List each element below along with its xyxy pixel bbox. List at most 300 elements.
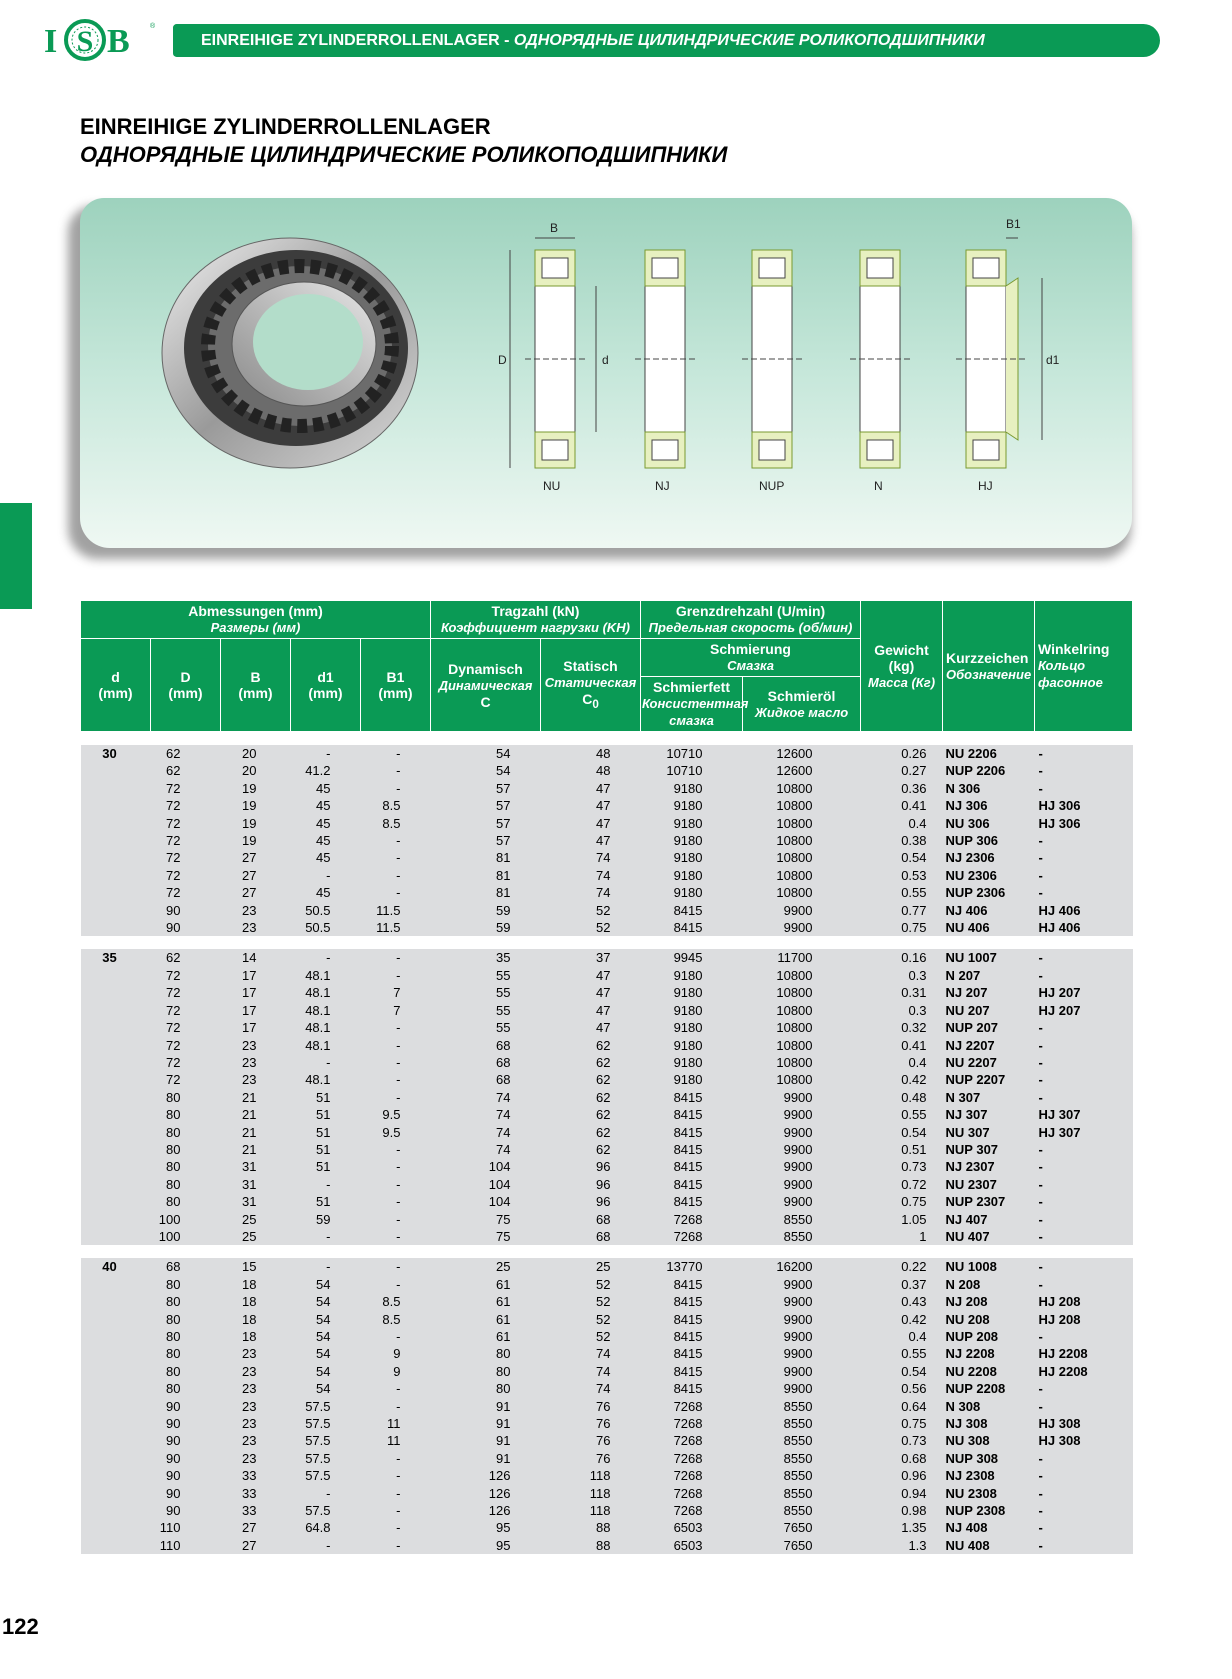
table-cell: 23 bbox=[221, 919, 291, 936]
type-label-nup: NUP bbox=[759, 479, 785, 493]
title-russian: ОДНОРЯДНЫЕ ЦИЛИНДРИЧЕСКИЕ РОЛИКОПОДШИПНИКИ bbox=[80, 142, 728, 167]
table-cell: 11700 bbox=[743, 949, 861, 966]
page-title bbox=[80, 113, 727, 169]
table-cell: 7268 bbox=[641, 1211, 743, 1228]
table-cell: 23 bbox=[221, 1345, 291, 1362]
table-cell: 72 bbox=[151, 884, 221, 901]
table-cell: - bbox=[361, 849, 431, 866]
table-row bbox=[81, 1537, 1133, 1554]
table-cell: 0.41 bbox=[861, 1037, 943, 1054]
table-cell: 9180 bbox=[641, 1071, 743, 1088]
table-cell: 0.53 bbox=[861, 867, 943, 884]
header-angle-ring: Winkelring Кольцо фасонное bbox=[1035, 601, 1133, 732]
table-cell: - bbox=[361, 1380, 431, 1397]
table-cell: NU 408 bbox=[943, 1537, 1035, 1554]
table-cell: 54 bbox=[291, 1328, 361, 1345]
cell-bore-d: 40 bbox=[81, 1258, 151, 1275]
table-cell: 74 bbox=[431, 1089, 541, 1106]
table-cell: NU 2208 bbox=[943, 1363, 1035, 1380]
table-cell: 81 bbox=[431, 867, 541, 884]
table-cell: 110 bbox=[151, 1537, 221, 1554]
table-cell: 23 bbox=[221, 1415, 291, 1432]
table-cell: 9180 bbox=[641, 967, 743, 984]
table-row bbox=[81, 797, 1133, 814]
table-cell: HJ 306 bbox=[1035, 815, 1133, 832]
table-cell: 57 bbox=[431, 780, 541, 797]
table-row bbox=[81, 1276, 1133, 1293]
cell-bore-d bbox=[81, 1380, 151, 1397]
table-cell: NJ 2308 bbox=[943, 1467, 1035, 1484]
table-cell: HJ 2208 bbox=[1035, 1363, 1133, 1380]
table-cell: 41.2 bbox=[291, 762, 361, 779]
header-static: Statisch Статическая $C_0$ bbox=[541, 639, 641, 732]
table-cell: 52 bbox=[541, 1276, 641, 1293]
table-cell: 10800 bbox=[743, 815, 861, 832]
section-nup bbox=[742, 250, 802, 468]
table-cell: - bbox=[1035, 832, 1133, 849]
table-cell: 54 bbox=[291, 1276, 361, 1293]
cell-bore-d bbox=[81, 1467, 151, 1484]
table-row bbox=[81, 1089, 1133, 1106]
cell-bore-d bbox=[81, 1450, 151, 1467]
header-col-outer-d: D (mm) bbox=[151, 639, 221, 732]
table-cell: 51 bbox=[291, 1158, 361, 1175]
table-cell: 10710 bbox=[641, 745, 743, 762]
table-cell: - bbox=[361, 1071, 431, 1088]
table-cell: 37 bbox=[541, 949, 641, 966]
table-cell: 81 bbox=[431, 884, 541, 901]
table-cell: 7650 bbox=[743, 1519, 861, 1536]
table-cell: - bbox=[361, 745, 431, 762]
header-col-d1: d1 (mm) bbox=[291, 639, 361, 732]
table-cell: 18 bbox=[221, 1276, 291, 1293]
table-cell: - bbox=[1035, 762, 1133, 779]
table-cell: - bbox=[361, 949, 431, 966]
table-row bbox=[81, 1228, 1133, 1245]
table-row bbox=[81, 1258, 1133, 1275]
table-cell: 27 bbox=[221, 867, 291, 884]
table-cell: - bbox=[361, 1276, 431, 1293]
table-row bbox=[81, 849, 1133, 866]
table-cell: 10800 bbox=[743, 967, 861, 984]
table-row bbox=[81, 1311, 1133, 1328]
table-cell: 95 bbox=[431, 1537, 541, 1554]
table-cell: 21 bbox=[221, 1106, 291, 1123]
cell-bore-d bbox=[81, 1106, 151, 1123]
table-cell: 62 bbox=[541, 1037, 641, 1054]
table-cell: 75 bbox=[431, 1228, 541, 1245]
table-cell: HJ 308 bbox=[1035, 1415, 1133, 1432]
table-cell: - bbox=[1035, 1328, 1133, 1345]
table-cell: 6503 bbox=[641, 1537, 743, 1554]
cell-bore-d bbox=[81, 1193, 151, 1210]
table-cell: NU 208 bbox=[943, 1311, 1035, 1328]
table-cell: 0.26 bbox=[861, 745, 943, 762]
table-cell: 68 bbox=[431, 1071, 541, 1088]
table-cell: 8415 bbox=[641, 1380, 743, 1397]
table-cell: 80 bbox=[151, 1363, 221, 1380]
table-cell: 68 bbox=[431, 1037, 541, 1054]
table-cell: - bbox=[1035, 1276, 1133, 1293]
table-cell: - bbox=[291, 1054, 361, 1071]
table-cell: 80 bbox=[151, 1106, 221, 1123]
table-cell: - bbox=[291, 1228, 361, 1245]
table-row bbox=[81, 884, 1133, 901]
table-cell: 126 bbox=[431, 1502, 541, 1519]
type-label-hj: HJ bbox=[978, 479, 993, 493]
table-cell: N 307 bbox=[943, 1089, 1035, 1106]
table-cell: 90 bbox=[151, 1398, 221, 1415]
cell-bore-d bbox=[81, 815, 151, 832]
header-weight: Gewicht (kg) Масса (Кг) bbox=[861, 601, 943, 732]
table-cell: 1.35 bbox=[861, 1519, 943, 1536]
table-cell: 80 bbox=[151, 1293, 221, 1310]
header-speed-limit: Grenzdrehzahl (U/min) Предельная скорость (об/мин) bbox=[641, 601, 861, 639]
table-cell: 0.55 bbox=[861, 1106, 943, 1123]
table-cell: 20 bbox=[221, 762, 291, 779]
table-cell: 57 bbox=[431, 832, 541, 849]
section-nu bbox=[510, 238, 596, 468]
table-cell: 52 bbox=[541, 1311, 641, 1328]
table-row bbox=[81, 1019, 1133, 1036]
cell-bore-d bbox=[81, 1176, 151, 1193]
table-cell: 25 bbox=[221, 1211, 291, 1228]
table-cell: 18 bbox=[221, 1293, 291, 1310]
table-cell: - bbox=[291, 949, 361, 966]
table-cell: 9180 bbox=[641, 867, 743, 884]
table-cell: 8415 bbox=[641, 902, 743, 919]
table-cell: 1.3 bbox=[861, 1537, 943, 1554]
cell-bore-d bbox=[81, 1037, 151, 1054]
table-cell: 9180 bbox=[641, 1002, 743, 1019]
table-cell: NU 2206 bbox=[943, 745, 1035, 762]
table-cell: 0.42 bbox=[861, 1311, 943, 1328]
table-cell: 45 bbox=[291, 797, 361, 814]
table-cell: 10800 bbox=[743, 1054, 861, 1071]
table-cell: - bbox=[1035, 780, 1133, 797]
cell-bore-d bbox=[81, 1537, 151, 1554]
table-cell: 74 bbox=[541, 1363, 641, 1380]
table-row bbox=[81, 1415, 1133, 1432]
table-cell: 59 bbox=[291, 1211, 361, 1228]
table-row bbox=[81, 815, 1133, 832]
table-cell: - bbox=[361, 1537, 431, 1554]
table-cell: - bbox=[361, 1054, 431, 1071]
table-cell: N 308 bbox=[943, 1398, 1035, 1415]
table-cell: 8415 bbox=[641, 1106, 743, 1123]
table-cell: 9900 bbox=[743, 1311, 861, 1328]
table-cell: 50.5 bbox=[291, 919, 361, 936]
table-cell: 9180 bbox=[641, 984, 743, 1001]
table-cell: 8415 bbox=[641, 1293, 743, 1310]
table-cell: 9180 bbox=[641, 832, 743, 849]
table-cell: 27 bbox=[221, 1537, 291, 1554]
table-cell: 48 bbox=[541, 762, 641, 779]
bearing-illustration bbox=[80, 198, 1132, 548]
table-cell: 18 bbox=[221, 1328, 291, 1345]
table-cell: - bbox=[1035, 1193, 1133, 1210]
table-cell: - bbox=[361, 1193, 431, 1210]
table-cell: 8550 bbox=[743, 1450, 861, 1467]
table-cell: 10800 bbox=[743, 1002, 861, 1019]
table-cell: 31 bbox=[221, 1193, 291, 1210]
cell-bore-d bbox=[81, 1071, 151, 1088]
table-cell: HJ 406 bbox=[1035, 919, 1133, 936]
table-cell: 51 bbox=[291, 1124, 361, 1141]
table-cell: 9180 bbox=[641, 780, 743, 797]
table-cell: 104 bbox=[431, 1158, 541, 1175]
table-cell: 81 bbox=[431, 849, 541, 866]
table-cell: 7268 bbox=[641, 1228, 743, 1245]
type-label-n: N bbox=[874, 479, 883, 493]
table-cell: NJ 406 bbox=[943, 902, 1035, 919]
table-cell: 9 bbox=[361, 1345, 431, 1362]
table-cell: 47 bbox=[541, 832, 641, 849]
cell-bore-d bbox=[81, 1311, 151, 1328]
table-cell: - bbox=[1035, 745, 1133, 762]
table-cell: 9 bbox=[361, 1363, 431, 1380]
table-cell: 54 bbox=[291, 1363, 361, 1380]
table-row bbox=[81, 1380, 1133, 1397]
table-cell: N 208 bbox=[943, 1276, 1035, 1293]
cell-bore-d: 35 bbox=[81, 949, 151, 966]
table-row bbox=[81, 1211, 1133, 1228]
cell-bore-d bbox=[81, 797, 151, 814]
table-cell: 0.73 bbox=[861, 1432, 943, 1449]
table-cell: 18 bbox=[221, 1311, 291, 1328]
table-cell: 55 bbox=[431, 984, 541, 1001]
table-cell: 17 bbox=[221, 984, 291, 1001]
table-cell: - bbox=[361, 762, 431, 779]
bearing-photo bbox=[162, 238, 418, 468]
table-cell: 35 bbox=[431, 949, 541, 966]
table-cell: 55 bbox=[431, 967, 541, 984]
table-cell: 17 bbox=[221, 1002, 291, 1019]
table-cell: 9900 bbox=[743, 1380, 861, 1397]
header-col-b1: B1 (mm) bbox=[361, 639, 431, 732]
cell-bore-d bbox=[81, 1519, 151, 1536]
table-cell: 61 bbox=[431, 1293, 541, 1310]
table-cell: 33 bbox=[221, 1502, 291, 1519]
table-cell: 62 bbox=[541, 1054, 641, 1071]
table-cell: 23 bbox=[221, 1363, 291, 1380]
table-cell: 72 bbox=[151, 815, 221, 832]
table-cell: 72 bbox=[151, 797, 221, 814]
table-row bbox=[81, 1293, 1133, 1310]
table-cell: 17 bbox=[221, 967, 291, 984]
table-cell: 23 bbox=[221, 1071, 291, 1088]
svg-text:B: B bbox=[107, 23, 130, 60]
table-cell: 90 bbox=[151, 1432, 221, 1449]
table-cell: 10800 bbox=[743, 797, 861, 814]
table-cell: 68 bbox=[541, 1228, 641, 1245]
table-cell: 8415 bbox=[641, 1363, 743, 1380]
table-cell: 52 bbox=[541, 1328, 641, 1345]
table-cell: 75 bbox=[431, 1211, 541, 1228]
table-cell: 62 bbox=[151, 949, 221, 966]
table-cell: 91 bbox=[431, 1432, 541, 1449]
table-cell: 0.22 bbox=[861, 1258, 943, 1275]
section-banner bbox=[173, 24, 1160, 57]
table-cell: - bbox=[361, 1519, 431, 1536]
section-n bbox=[850, 250, 910, 468]
table-cell: - bbox=[1035, 1158, 1133, 1175]
table-cell: 8415 bbox=[641, 1158, 743, 1175]
table-cell: 8415 bbox=[641, 1276, 743, 1293]
table-cell: 90 bbox=[151, 1467, 221, 1484]
table-cell: HJ 2208 bbox=[1035, 1345, 1133, 1362]
table-cell: 0.54 bbox=[861, 849, 943, 866]
cell-bore-d bbox=[81, 1158, 151, 1175]
bearing-table bbox=[80, 600, 1132, 1554]
table-cell: 9900 bbox=[743, 1089, 861, 1106]
table-cell: - bbox=[291, 1537, 361, 1554]
table-cell: 0.38 bbox=[861, 832, 943, 849]
table-cell: 90 bbox=[151, 1502, 221, 1519]
table-cell: 57.5 bbox=[291, 1450, 361, 1467]
table-cell: 72 bbox=[151, 832, 221, 849]
table-row bbox=[81, 762, 1133, 779]
table-cell: 57.5 bbox=[291, 1415, 361, 1432]
table-cell: 90 bbox=[151, 1450, 221, 1467]
table-cell: 11.5 bbox=[361, 919, 431, 936]
table-row bbox=[81, 1106, 1133, 1123]
table-cell: 90 bbox=[151, 1485, 221, 1502]
table-cell: - bbox=[291, 1258, 361, 1275]
table-cell: 74 bbox=[541, 867, 641, 884]
header-col-b: B (mm) bbox=[221, 639, 291, 732]
table-row bbox=[81, 967, 1133, 984]
table-cell: 16200 bbox=[743, 1258, 861, 1275]
header-col-d: d (mm) bbox=[81, 639, 151, 732]
table-cell: - bbox=[291, 1485, 361, 1502]
table-cell: 9180 bbox=[641, 1054, 743, 1071]
table-cell: 91 bbox=[431, 1415, 541, 1432]
table-cell: 45 bbox=[291, 815, 361, 832]
table-cell: - bbox=[361, 1398, 431, 1415]
table-cell: 0.55 bbox=[861, 884, 943, 901]
table-cell: 0.4 bbox=[861, 815, 943, 832]
table-row bbox=[81, 949, 1133, 966]
table-cell: NJ 2207 bbox=[943, 1037, 1035, 1054]
title-german: EINREIHIGE ZYLINDERROLLENLAGER bbox=[80, 114, 491, 139]
table-cell: 25 bbox=[541, 1258, 641, 1275]
table-row bbox=[81, 1485, 1133, 1502]
table-cell: 72 bbox=[151, 1019, 221, 1036]
table-cell: - bbox=[361, 1141, 431, 1158]
table-cell: 88 bbox=[541, 1537, 641, 1554]
table-cell: NJ 2307 bbox=[943, 1158, 1035, 1175]
table-row bbox=[81, 984, 1133, 1001]
table-cell: 8550 bbox=[743, 1228, 861, 1245]
table-cell: 9900 bbox=[743, 919, 861, 936]
table-cell: - bbox=[1035, 1380, 1133, 1397]
cell-bore-d bbox=[81, 1432, 151, 1449]
table-cell: - bbox=[361, 1450, 431, 1467]
table-cell: 80 bbox=[431, 1345, 541, 1362]
table-cell: - bbox=[1035, 1519, 1133, 1536]
table-cell: - bbox=[361, 832, 431, 849]
table-cell: 62 bbox=[541, 1141, 641, 1158]
table-cell: 17 bbox=[221, 1019, 291, 1036]
table-cell: 0.41 bbox=[861, 797, 943, 814]
table-cell: 80 bbox=[151, 1158, 221, 1175]
table-cell: NUP 208 bbox=[943, 1328, 1035, 1345]
table-row bbox=[81, 1519, 1133, 1536]
table-cell: 0.75 bbox=[861, 1193, 943, 1210]
section-nj bbox=[635, 250, 695, 468]
table-cell: - bbox=[1035, 1467, 1133, 1484]
table-cell: 0.55 bbox=[861, 1345, 943, 1362]
table-cell: 95 bbox=[431, 1519, 541, 1536]
table-cell: 7268 bbox=[641, 1415, 743, 1432]
table-cell: 9900 bbox=[743, 1124, 861, 1141]
table-cell: 25 bbox=[431, 1258, 541, 1275]
table-cell: 72 bbox=[151, 1037, 221, 1054]
table-cell: 19 bbox=[221, 832, 291, 849]
table-cell: NU 1007 bbox=[943, 949, 1035, 966]
table-cell: 23 bbox=[221, 1450, 291, 1467]
table-cell: 110 bbox=[151, 1519, 221, 1536]
table-cell: 90 bbox=[151, 919, 221, 936]
table-cell: 9180 bbox=[641, 1019, 743, 1036]
table-cell: 80 bbox=[151, 1380, 221, 1397]
table-cell: 31 bbox=[221, 1176, 291, 1193]
table-row bbox=[81, 780, 1133, 797]
table-cell: 45 bbox=[291, 884, 361, 901]
table-cell: NU 306 bbox=[943, 815, 1035, 832]
table-cell: 7268 bbox=[641, 1502, 743, 1519]
table-cell: 19 bbox=[221, 780, 291, 797]
table-row bbox=[81, 1398, 1133, 1415]
table-cell: 0.54 bbox=[861, 1363, 943, 1380]
table-cell: 10800 bbox=[743, 849, 861, 866]
table-cell: 0.42 bbox=[861, 1071, 943, 1088]
table-row bbox=[81, 919, 1133, 936]
table-cell: - bbox=[1035, 1089, 1133, 1106]
table-cell: 8550 bbox=[743, 1211, 861, 1228]
table-cell: NU 307 bbox=[943, 1124, 1035, 1141]
table-cell: 50.5 bbox=[291, 902, 361, 919]
table-cell: - bbox=[361, 1485, 431, 1502]
table-group-d30 bbox=[81, 745, 1133, 936]
table-cell: - bbox=[1035, 1176, 1133, 1193]
table-row bbox=[81, 1450, 1133, 1467]
table-cell: NJ 407 bbox=[943, 1211, 1035, 1228]
table-cell: 68 bbox=[431, 1054, 541, 1071]
table-cell: 9180 bbox=[641, 815, 743, 832]
table-cell: 57 bbox=[431, 797, 541, 814]
table-cell: 15 bbox=[221, 1258, 291, 1275]
table-cell: 126 bbox=[431, 1485, 541, 1502]
table-cell: - bbox=[1035, 1141, 1133, 1158]
table-cell: 62 bbox=[541, 1106, 641, 1123]
table-cell: - bbox=[1035, 1071, 1133, 1088]
table-cell: N 306 bbox=[943, 780, 1035, 797]
table-row bbox=[81, 1467, 1133, 1484]
table-cell: 9900 bbox=[743, 902, 861, 919]
table-cell: 8415 bbox=[641, 1089, 743, 1106]
table-cell: 51 bbox=[291, 1193, 361, 1210]
table-cell: NUP 2307 bbox=[943, 1193, 1035, 1210]
cell-bore-d bbox=[81, 1415, 151, 1432]
table-cell: 45 bbox=[291, 780, 361, 797]
table-cell: 74 bbox=[541, 1345, 641, 1362]
table-cell: 0.68 bbox=[861, 1450, 943, 1467]
table-cell: 27 bbox=[221, 1519, 291, 1536]
table-cell: HJ 406 bbox=[1035, 902, 1133, 919]
table-cell: 47 bbox=[541, 984, 641, 1001]
